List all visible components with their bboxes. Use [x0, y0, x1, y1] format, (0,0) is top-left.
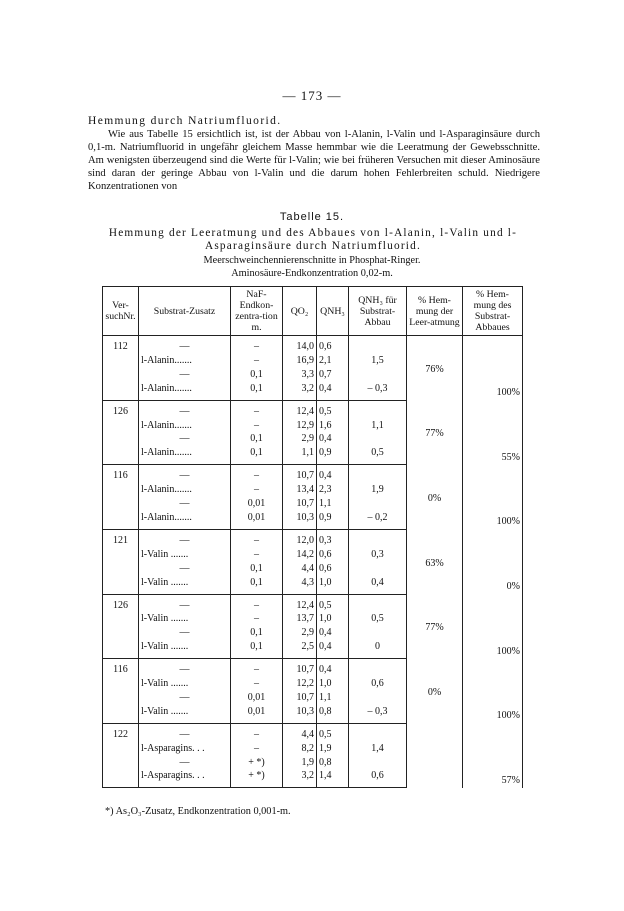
cell-qo2: 1,1 [283, 446, 317, 464]
cell-qnh3-substrat [349, 368, 407, 382]
table-subcaption-line-1: Meerschweinchennierenschnitte in Phosphat-Ringer. [203, 255, 421, 266]
cell-substrat: l-Valin ....... [139, 576, 231, 594]
cell-qnh3: 2,1 [317, 354, 349, 368]
cell-naf: + *) [231, 756, 283, 770]
cell-substrat: l-Valin ....... [139, 677, 231, 691]
cell-qnh3: 0,9 [317, 446, 349, 464]
cell-substrat: — [139, 562, 231, 576]
cell-qnh3-substrat [349, 465, 407, 483]
cell-qo2: 4,4 [283, 723, 317, 741]
cell-nr [103, 769, 139, 787]
cell-qnh3-substrat [349, 594, 407, 612]
cell-nr [103, 354, 139, 368]
cell-qnh3: 1,1 [317, 691, 349, 705]
cell-qnh3-substrat [349, 659, 407, 677]
cell-qnh3-substrat [349, 497, 407, 511]
table-group [103, 465, 523, 530]
cell-nr [103, 511, 139, 529]
cell-substrat: l-Asparagins. . . [139, 742, 231, 756]
cell-substrat: — [139, 465, 231, 483]
cell-qo2: 10,3 [283, 511, 317, 529]
cell-qo2: 10,3 [283, 705, 317, 723]
cell-hemm-abbau: 100% [463, 336, 523, 401]
cell-naf: – [231, 483, 283, 497]
cell-qnh3: 2,3 [317, 483, 349, 497]
cell-hemm-abbau: 0% [463, 529, 523, 594]
cell-nr [103, 368, 139, 382]
cell-nr [103, 576, 139, 594]
cell-qnh3: 0,6 [317, 336, 349, 354]
cell-qnh3-substrat: 0 [349, 640, 407, 658]
cell-substrat: — [139, 432, 231, 446]
cell-naf: 0,1 [231, 626, 283, 640]
cell-naf: 0,1 [231, 382, 283, 400]
cell-qo2: 16,9 [283, 354, 317, 368]
cell-qo2: 10,7 [283, 659, 317, 677]
cell-hemm-leer: 77% [407, 594, 463, 659]
cell-naf: – [231, 400, 283, 418]
cell-nr [103, 756, 139, 770]
header-qnh3: QNH₃ [317, 287, 349, 336]
cell-qnh3-substrat: – 0,2 [349, 511, 407, 529]
cell-naf: 0,01 [231, 691, 283, 705]
cell-qnh3: 0,4 [317, 465, 349, 483]
cell-qnh3: 1,0 [317, 612, 349, 626]
cell-qo2: 12,9 [283, 419, 317, 433]
table-row [103, 659, 523, 677]
cell-substrat: l-Alanin....... [139, 419, 231, 433]
header-naf: NaF-Endkon-zentra-tion m. [231, 287, 283, 336]
cell-substrat: — [139, 723, 231, 741]
table-group [103, 529, 523, 594]
header-qo2: QO₂ [283, 287, 317, 336]
cell-qnh3-substrat: 0,3 [349, 548, 407, 562]
cell-qnh3: 1,0 [317, 677, 349, 691]
table-row [103, 529, 523, 547]
data-table [102, 286, 523, 788]
cell-qnh3-substrat [349, 723, 407, 741]
cell-qnh3-substrat [349, 562, 407, 576]
cell-hemm-abbau: 100% [463, 659, 523, 724]
table-group [103, 723, 523, 788]
cell-hemm-leer: 77% [407, 400, 463, 465]
cell-nr: 112 [103, 336, 139, 354]
cell-nr [103, 483, 139, 497]
cell-substrat: l-Valin ....... [139, 548, 231, 562]
section-heading: Hemmung durch Natriumfluorid. [88, 115, 282, 127]
table-group [103, 594, 523, 659]
cell-qo2: 10,7 [283, 465, 317, 483]
cell-qo2: 2,5 [283, 640, 317, 658]
cell-naf: – [231, 659, 283, 677]
footnote: *) As₂O₃-Zusatz, Endkonzentration 0,001-m. [105, 806, 291, 817]
cell-qo2: 13,4 [283, 483, 317, 497]
cell-naf: – [231, 465, 283, 483]
cell-naf: 0,1 [231, 432, 283, 446]
cell-qnh3-substrat: 1,1 [349, 419, 407, 433]
cell-nr [103, 446, 139, 464]
cell-qo2: 14,2 [283, 548, 317, 562]
cell-hemm-leer: 76% [407, 336, 463, 401]
cell-nr: 122 [103, 723, 139, 741]
cell-naf: – [231, 677, 283, 691]
cell-naf: 0,01 [231, 511, 283, 529]
cell-naf: – [231, 354, 283, 368]
cell-qnh3-substrat: – 0,3 [349, 705, 407, 723]
cell-nr [103, 640, 139, 658]
table-group [103, 336, 523, 401]
cell-hemm-abbau: 100% [463, 594, 523, 659]
cell-qnh3-substrat: – 0,3 [349, 382, 407, 400]
cell-qnh3: 0,8 [317, 705, 349, 723]
cell-nr: 126 [103, 594, 139, 612]
cell-qnh3-substrat [349, 336, 407, 354]
cell-qnh3: 0,6 [317, 562, 349, 576]
cell-naf: – [231, 742, 283, 756]
cell-nr: 116 [103, 659, 139, 677]
cell-qnh3-substrat [349, 626, 407, 640]
cell-qo2: 10,7 [283, 497, 317, 511]
cell-substrat: l-Alanin....... [139, 382, 231, 400]
cell-nr [103, 419, 139, 433]
cell-hemm-leer [407, 723, 463, 788]
cell-qo2: 12,2 [283, 677, 317, 691]
header-nr: Ver-suchNr. [103, 287, 139, 336]
cell-qo2: 3,2 [283, 382, 317, 400]
cell-qnh3: 1,4 [317, 769, 349, 787]
cell-naf: – [231, 594, 283, 612]
cell-substrat: l-Alanin....... [139, 511, 231, 529]
cell-nr [103, 562, 139, 576]
cell-nr: 121 [103, 529, 139, 547]
table-group [103, 659, 523, 724]
cell-nr [103, 691, 139, 705]
cell-qnh3: 1,6 [317, 419, 349, 433]
cell-substrat: — [139, 368, 231, 382]
table-title: Tabelle 15. [279, 211, 345, 223]
cell-nr [103, 548, 139, 562]
cell-naf: 0,1 [231, 562, 283, 576]
cell-hemm-leer: 0% [407, 659, 463, 724]
table-group [103, 400, 523, 465]
page-number: — 173 — [282, 88, 342, 103]
cell-qnh3: 1,9 [317, 742, 349, 756]
cell-naf: – [231, 336, 283, 354]
cell-qo2: 4,3 [283, 576, 317, 594]
cell-naf: 0,01 [231, 497, 283, 511]
cell-qnh3: 0,8 [317, 756, 349, 770]
cell-nr [103, 497, 139, 511]
header-hemm-leer: % Hem-mung der Leer-atmung [407, 287, 463, 336]
cell-qnh3: 0,4 [317, 432, 349, 446]
cell-naf: – [231, 548, 283, 562]
cell-qo2: 2,9 [283, 432, 317, 446]
cell-naf: 0,1 [231, 368, 283, 382]
cell-hemm-leer: 0% [407, 465, 463, 530]
cell-qnh3-substrat: 0,5 [349, 446, 407, 464]
cell-substrat: — [139, 691, 231, 705]
cell-substrat: l-Alanin....... [139, 354, 231, 368]
cell-substrat: — [139, 529, 231, 547]
cell-nr [103, 612, 139, 626]
cell-nr [103, 677, 139, 691]
table-subcaption [0, 254, 624, 280]
cell-qnh3: 1,0 [317, 576, 349, 594]
cell-nr [103, 742, 139, 756]
cell-qnh3: 0,5 [317, 723, 349, 741]
cell-naf: – [231, 723, 283, 741]
cell-qnh3-substrat: 1,5 [349, 354, 407, 368]
cell-qo2: 13,7 [283, 612, 317, 626]
cell-qnh3: 1,1 [317, 497, 349, 511]
cell-qnh3-substrat [349, 756, 407, 770]
cell-substrat: — [139, 594, 231, 612]
cell-qnh3-substrat [349, 400, 407, 418]
cell-hemm-abbau: 57% [463, 723, 523, 788]
table-subcaption-line-2: Aminosäure-Endkonzentration 0,02-m. [231, 268, 393, 279]
table-header-row [103, 287, 523, 336]
cell-qnh3: 0,9 [317, 511, 349, 529]
cell-qnh3: 0,3 [317, 529, 349, 547]
cell-qo2: 14,0 [283, 336, 317, 354]
cell-qo2: 4,4 [283, 562, 317, 576]
cell-nr [103, 626, 139, 640]
cell-qnh3: 0,4 [317, 640, 349, 658]
body-paragraph: Wie aus Tabelle 15 ersichtlich ist, ist der Abbau von l-Alanin, l-Valin und l-Asparaginsäure durch 0,1-m. Natriumfluorid in ungefähr gleichem Masse hemmbar wie die Leeratmung der Gewebsschnitte. Am wenigsten überzeugend sind die Werte für l-Valin; wie bei früheren Versuchen mit dieser Aminosäure sind daran der geringe Abbau von l-Valin und die darum hohen Fehlerbreiten schuld. Niedrigere Konzentrationen von [88, 129, 540, 193]
table-row [103, 594, 523, 612]
table-row [103, 465, 523, 483]
cell-naf: + *) [231, 769, 283, 787]
cell-substrat: l-Valin ....... [139, 612, 231, 626]
cell-naf: – [231, 529, 283, 547]
cell-qnh3: 0,6 [317, 548, 349, 562]
cell-qo2: 10,7 [283, 691, 317, 705]
cell-naf: – [231, 419, 283, 433]
header-hemm-abbau: % Hem-mung des Substrat-Abbaues [463, 287, 523, 336]
cell-qnh3-substrat: 0,6 [349, 677, 407, 691]
cell-qnh3-substrat [349, 529, 407, 547]
cell-substrat: — [139, 497, 231, 511]
cell-nr: 116 [103, 465, 139, 483]
cell-nr: 126 [103, 400, 139, 418]
cell-qnh3: 0,5 [317, 594, 349, 612]
cell-substrat: l-Asparagins. . . [139, 769, 231, 787]
cell-hemm-leer: 63% [407, 529, 463, 594]
cell-qnh3-substrat: 0,5 [349, 612, 407, 626]
cell-qnh3: 0,4 [317, 626, 349, 640]
table-row [103, 723, 523, 741]
header-substrat: Substrat-Zusatz [139, 287, 231, 336]
cell-qo2: 12,4 [283, 400, 317, 418]
cell-qnh3-substrat [349, 432, 407, 446]
cell-qo2: 2,9 [283, 626, 317, 640]
cell-hemm-abbau: 55% [463, 400, 523, 465]
cell-qo2: 12,0 [283, 529, 317, 547]
cell-substrat: l-Valin ....... [139, 705, 231, 723]
cell-nr [103, 432, 139, 446]
cell-qo2: 3,3 [283, 368, 317, 382]
table-caption: Hemmung der Leeratmung und des Abbaues von l-Alanin, l-Valin und l-Asparaginsäure durch Natriumfluorid. [108, 227, 518, 253]
cell-naf: 0,1 [231, 576, 283, 594]
cell-qnh3-substrat: 0,6 [349, 769, 407, 787]
cell-qnh3-substrat: 1,9 [349, 483, 407, 497]
cell-qnh3: 0,4 [317, 659, 349, 677]
cell-hemm-abbau: 100% [463, 465, 523, 530]
cell-qnh3-substrat [349, 691, 407, 705]
cell-qo2: 8,2 [283, 742, 317, 756]
cell-qo2: 12,4 [283, 594, 317, 612]
cell-substrat: — [139, 659, 231, 677]
cell-naf: 0,1 [231, 640, 283, 658]
cell-substrat: l-Valin ....... [139, 640, 231, 658]
cell-naf: – [231, 612, 283, 626]
cell-qo2: 1,9 [283, 756, 317, 770]
cell-qo2: 3,2 [283, 769, 317, 787]
header-qnh3-substrat: QNH₃ für Substrat-Abbau [349, 287, 407, 336]
cell-qnh3: 0,5 [317, 400, 349, 418]
cell-nr [103, 382, 139, 400]
cell-qnh3: 0,4 [317, 382, 349, 400]
cell-substrat: — [139, 756, 231, 770]
cell-nr [103, 705, 139, 723]
cell-substrat: l-Alanin....... [139, 483, 231, 497]
cell-qnh3: 0,7 [317, 368, 349, 382]
cell-substrat: l-Alanin....... [139, 446, 231, 464]
cell-substrat: — [139, 336, 231, 354]
cell-qnh3-substrat: 1,4 [349, 742, 407, 756]
cell-qnh3-substrat: 0,4 [349, 576, 407, 594]
cell-substrat: — [139, 400, 231, 418]
cell-substrat: — [139, 626, 231, 640]
table-row [103, 336, 523, 354]
cell-naf: 0,1 [231, 446, 283, 464]
table-row [103, 400, 523, 418]
cell-naf: 0,01 [231, 705, 283, 723]
